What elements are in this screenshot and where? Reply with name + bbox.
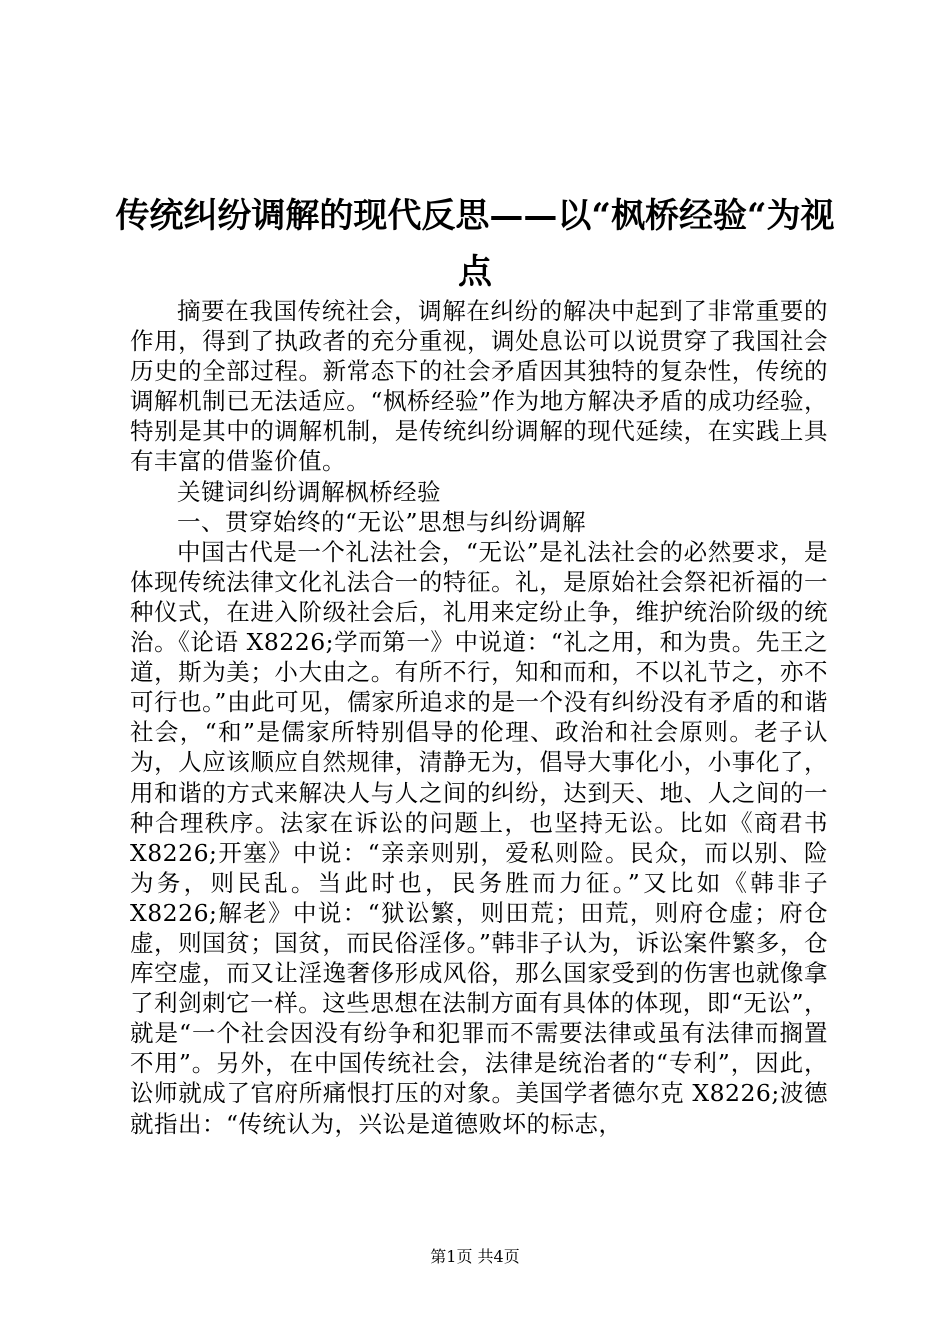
document-body (130, 296, 828, 1139)
body-paragraph: 中国古代是一个礼法社会，“无讼”是礼法社会的必然要求，是体现传统法律文化礼法合一的特征。礼，是原始社会祭祀祈福的一种仪式，在进入阶级社会后，礼用来定纷止争，维护统治阶级的统治。《论语 X8226;学而第一》中说道：“礼之用，和为贵。先王之道，斯为美；小大由之。有所不行，知和而和，不以礼节之，亦不可行也。”由此可见，儒家所追求的是一个没有纠纷没有矛盾的和谐社会，“和”是儒家所特别倡导的伦理、政治和社会原则。老子认为，人应该顺应自然规律，清静无为，倡导大事化小，小事化了，用和谐的方式来解决人与人之间的纠纷，达到天、地、人之间的一种合理秩序。法家在诉讼的问题上，也坚持无讼。比如《商君书 X8226;开塞》中说：“亲亲则别，爱私则险。民众，而以别、险为务，则民乱。当此时也，民务胜而力征。”又比如《韩非子 X8226;解老》中说：“狱讼繁，则田荒；田荒，则府仓虚；府仓虚，则国贫；国贫，而民俗淫侈。”韩非子认为，诉讼案件繁多，仓库空虚，而又让淫逸奢侈形成风俗，那么国家受到的伤害也就像拿了利剑刺它一样。这些思想在法制方面有具体的体现，即“无讼”，就是“一个社会因没有纷争和犯罪而不需要法律或虽有法律而搁置不用”。另外，在中国传统社会，法律是统治者的“专利”，因此，讼师就成了官府所痛恨打压的对象。美国学者德尔克 X8226;波德就指出：“传统认为，兴讼是道德败坏的标志， (130, 537, 828, 1138)
keywords-paragraph: 关键词纠纷调解枫桥经验 (177, 477, 441, 506)
section-heading: 一、贯穿始终的“无讼”思想与纠纷调解 (177, 507, 587, 536)
abstract-paragraph: 摘要在我国传统社会，调解在纠纷的解决中起到了非常重要的作用，得到了执政者的充分重视，调处息讼可以说贯穿了我国社会历史的全部过程。新常态下的社会矛盾因其独特的复杂性，传统的调解机制已无法适应。“枫桥经验”作为地方解决矛盾的成功经验，特别是其中的调解机制，是传统纠纷调解的现代延续，在实践上具有丰富的借鉴价值。 (130, 297, 828, 476)
page-footer: 第1页 共4页 (430, 1247, 520, 1266)
document-title: 传统纠纷调解的现代反思——以“枫桥经验“为视点 (115, 196, 835, 292)
